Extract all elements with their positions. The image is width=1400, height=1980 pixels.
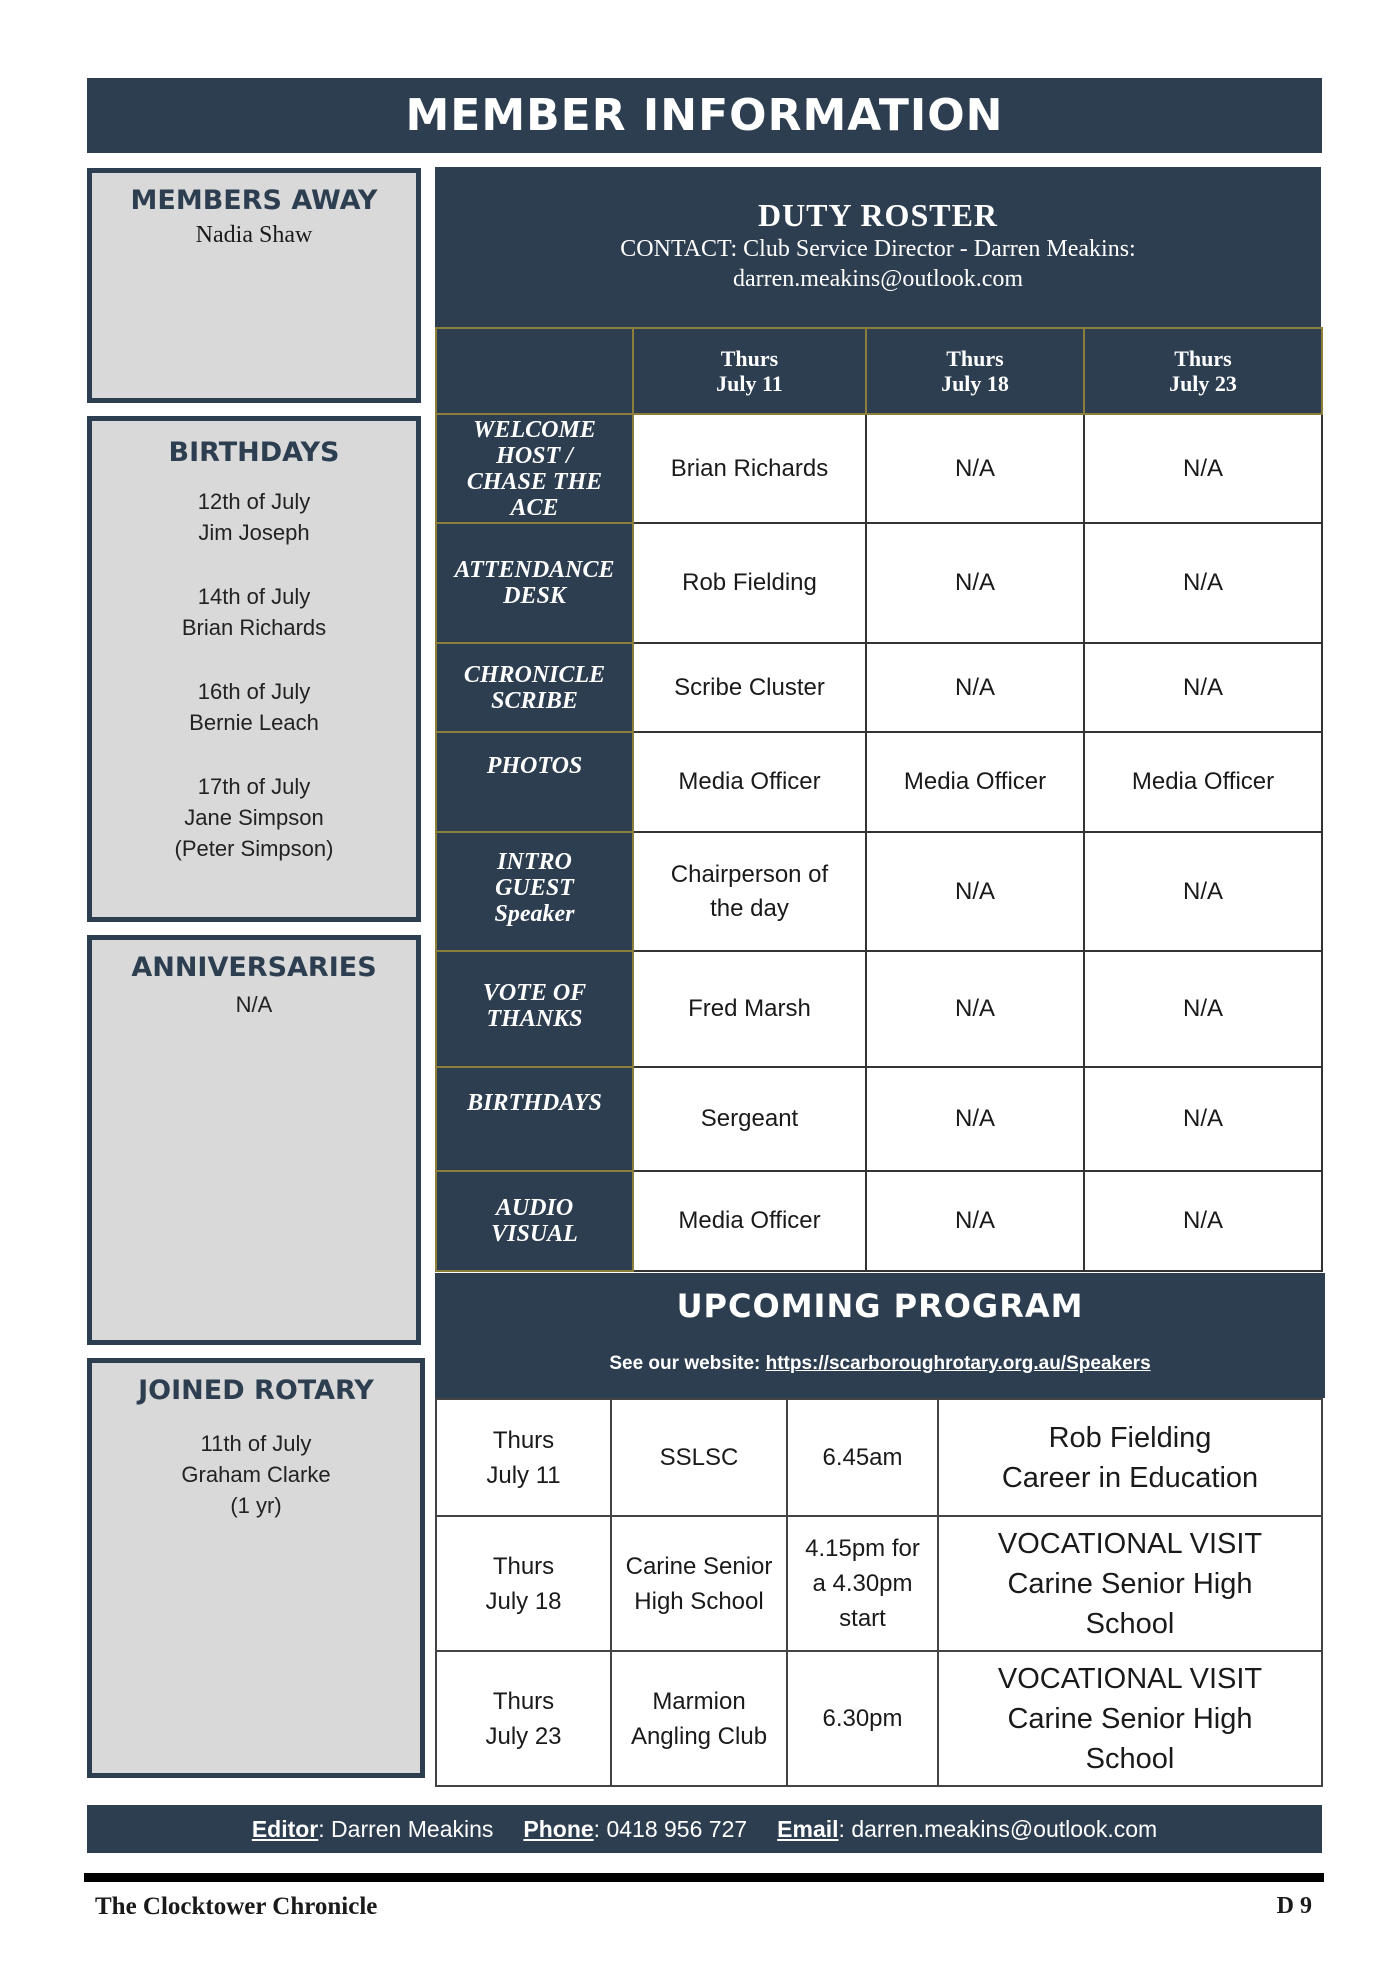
email-info: Email: darren.meakins@outlook.com xyxy=(777,1815,1158,1842)
roster-cell: N/A xyxy=(866,1067,1084,1171)
program-website-label: See our website: xyxy=(609,1353,761,1374)
duty-roster-title: DUTY ROSTER xyxy=(757,197,999,233)
members-away-title: MEMBERS AWAY xyxy=(130,185,378,216)
roster-row xyxy=(436,1067,1322,1171)
program-date: Thurs July 11 xyxy=(436,1399,611,1516)
roster-cell: Scribe Cluster xyxy=(633,643,866,732)
roster-row xyxy=(436,643,1322,732)
anniversaries-text: N/A xyxy=(235,992,273,1017)
roster-cell: N/A xyxy=(1084,643,1322,732)
program-description: VOCATIONAL VISIT Carine Senior High School xyxy=(938,1516,1322,1651)
roster-role: WELCOME HOST / CHASE THE ACE xyxy=(436,414,633,523)
footer-rule xyxy=(84,1873,1324,1882)
roster-cell: N/A xyxy=(1084,1067,1322,1171)
roster-cell: N/A xyxy=(866,832,1084,951)
program-venue: Marmion Angling Club xyxy=(611,1651,787,1786)
joined-name: Graham Clarke xyxy=(181,1462,331,1487)
program-time: 4.15pm for a 4.30pm start xyxy=(787,1516,938,1651)
anniversaries-panel xyxy=(87,935,421,1345)
roster-role: CHRONICLE SCRIBE xyxy=(436,643,633,732)
joined-rotary-panel xyxy=(87,1358,425,1778)
roster-role: AUDIO VISUAL xyxy=(436,1171,633,1271)
birthday-date: 14th of July xyxy=(197,584,311,609)
birthday-entry xyxy=(92,676,416,738)
roster-role: BIRTHDAYS xyxy=(436,1067,633,1171)
phone-info: Phone: 0418 956 727 xyxy=(523,1815,748,1842)
publication-name: The Clocktower Chronicle xyxy=(95,1893,378,1920)
roster-row xyxy=(436,732,1322,832)
program-description: VOCATIONAL VISIT Carine Senior High School xyxy=(938,1651,1322,1786)
roster-row xyxy=(436,1171,1322,1271)
roster-cell: N/A xyxy=(866,1171,1084,1271)
roster-cell: Chairperson of the day xyxy=(633,832,866,951)
roster-row xyxy=(436,951,1322,1067)
program-time: 6.45am xyxy=(787,1399,938,1516)
birthdays-title: BIRTHDAYS xyxy=(168,437,340,468)
roster-cell: Media Officer xyxy=(633,732,866,832)
birthday-name: Jim Joseph xyxy=(198,520,310,545)
roster-cell: N/A xyxy=(866,951,1084,1067)
roster-row xyxy=(436,832,1322,951)
roster-cell: N/A xyxy=(1084,523,1322,643)
program-website xyxy=(435,1353,1325,1375)
birthday-name: Jane Simpson xyxy=(184,805,324,830)
roster-cell: N/A xyxy=(1084,1171,1322,1271)
joined-note: (1 yr) xyxy=(230,1493,282,1518)
joined-entry xyxy=(92,1428,420,1521)
editor-contact-bar xyxy=(87,1805,1322,1853)
program-time: 6.30pm xyxy=(787,1651,938,1786)
members-away-name: Nadia Shaw xyxy=(195,222,313,248)
roster-cell: Brian Richards xyxy=(633,414,866,523)
roster-cell: N/A xyxy=(1084,951,1322,1067)
birthday-date: 12th of July xyxy=(197,489,311,514)
birthday-date: 17th of July xyxy=(197,774,311,799)
roster-row xyxy=(436,523,1322,643)
program-description: Rob Fielding Career in Education xyxy=(938,1399,1322,1516)
roster-cell: Sergeant xyxy=(633,1067,866,1171)
email-link[interactable]: darren.meakins@outlook.com xyxy=(851,1815,1158,1842)
roster-role: VOTE OF THANKS xyxy=(436,951,633,1067)
upcoming-program-title: UPCOMING PROGRAM xyxy=(676,1287,1084,1325)
birthday-entry xyxy=(92,486,416,548)
program-date: Thurs July 18 xyxy=(436,1516,611,1651)
roster-cell: N/A xyxy=(1084,832,1322,951)
upcoming-program-table xyxy=(435,1398,1323,1787)
roster-role: ATTENDANCE DESK xyxy=(436,523,633,643)
joined-rotary-title: JOINED ROTARY xyxy=(138,1375,374,1406)
birthday-entry xyxy=(92,771,416,864)
birthday-date: 16th of July xyxy=(197,679,311,704)
page-number: D 9 xyxy=(1276,1893,1312,1919)
roster-cell: Media Officer xyxy=(633,1171,866,1271)
anniversaries-title: ANNIVERSARIES xyxy=(131,952,377,983)
page-title: MEMBER INFORMATION xyxy=(87,78,1322,153)
roster-header-row xyxy=(436,328,1322,414)
roster-cell: N/A xyxy=(866,414,1084,523)
roster-row xyxy=(436,414,1322,523)
editor-info: Editor: Darren Meakins xyxy=(251,1815,494,1842)
roster-cell: Rob Fielding xyxy=(633,523,866,643)
birthdays-panel xyxy=(87,416,421,922)
roster-column-header: Thurs July 23 xyxy=(1084,328,1322,414)
program-row xyxy=(436,1399,1322,1516)
roster-role: PHOTOS xyxy=(436,732,633,832)
roster-role: INTRO GUEST Speaker xyxy=(436,832,633,951)
program-row xyxy=(436,1516,1322,1651)
roster-contact-email: darren.meakins@outlook.com xyxy=(732,266,1024,292)
birthday-note: (Peter Simpson) xyxy=(174,836,334,861)
duty-roster-header xyxy=(435,167,1321,327)
program-venue: SSLSC xyxy=(611,1399,787,1516)
birthday-entry xyxy=(92,581,416,643)
roster-contact: CONTACT: Club Service Director - Darren Meakins: xyxy=(620,236,1136,262)
birthday-name: Bernie Leach xyxy=(189,710,319,735)
program-row xyxy=(436,1651,1322,1786)
program-date: Thurs July 23 xyxy=(436,1651,611,1786)
program-website-link[interactable]: https://scarboroughrotary.org.au/Speakers xyxy=(765,1353,1151,1374)
joined-date: 11th of July xyxy=(200,1431,312,1456)
roster-cell: Media Officer xyxy=(866,732,1084,832)
members-away-panel xyxy=(87,168,421,403)
program-venue: Carine Senior High School xyxy=(611,1516,787,1651)
birthday-name: Brian Richards xyxy=(181,615,327,640)
roster-cell: N/A xyxy=(866,523,1084,643)
roster-column-header: Thurs July 11 xyxy=(633,328,866,414)
roster-cell: N/A xyxy=(866,643,1084,732)
upcoming-program-header xyxy=(435,1273,1325,1398)
roster-cell: Media Officer xyxy=(1084,732,1322,832)
roster-cell: N/A xyxy=(1084,414,1322,523)
roster-column-header: Thurs July 18 xyxy=(866,328,1084,414)
roster-corner xyxy=(436,328,633,414)
roster-cell: Fred Marsh xyxy=(633,951,866,1067)
duty-roster-table xyxy=(435,327,1323,1272)
